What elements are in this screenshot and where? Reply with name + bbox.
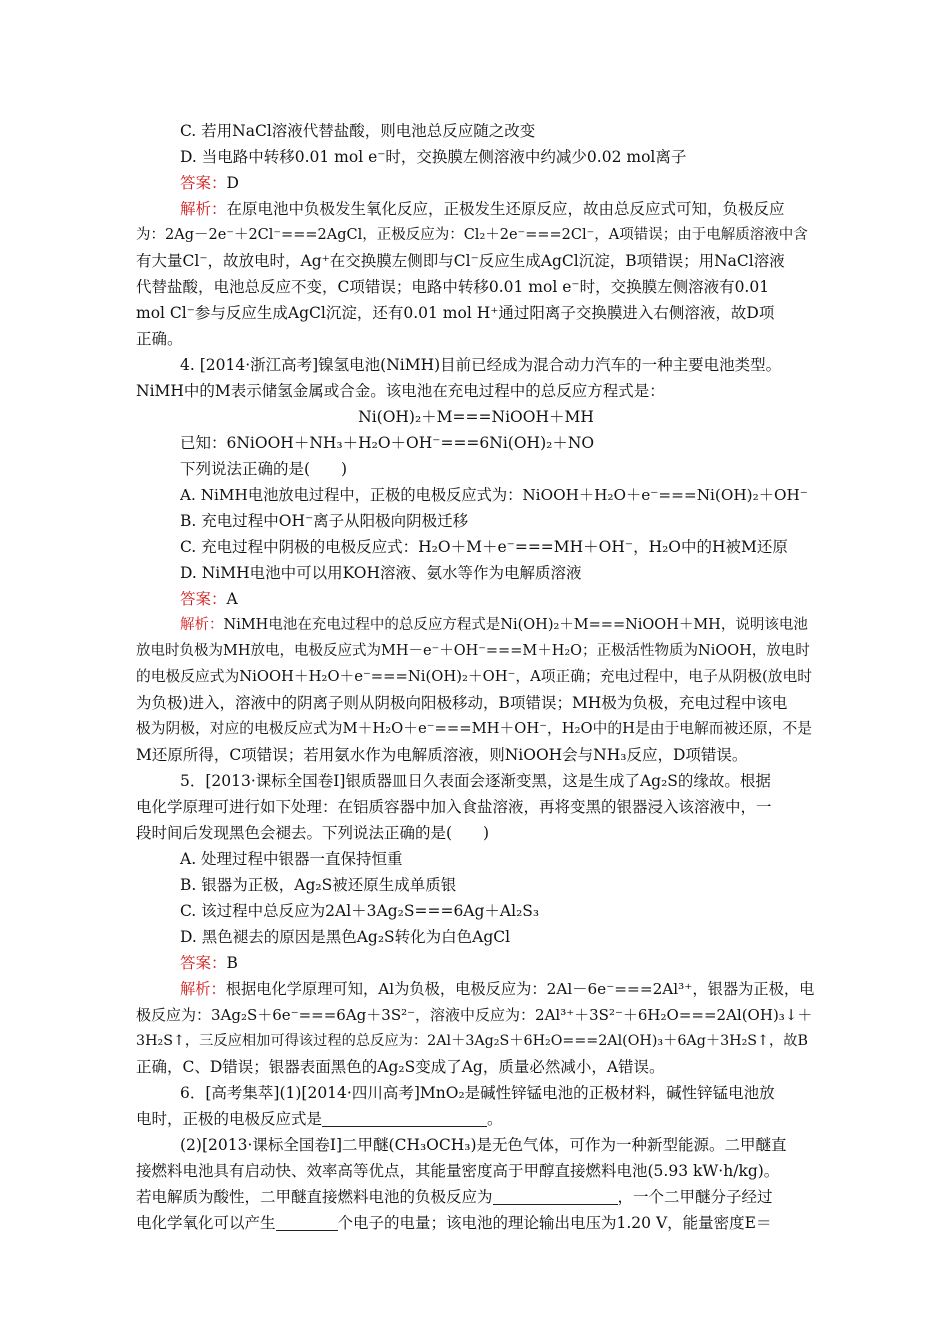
q4-question: 下列说法正确的是( ) xyxy=(180,460,348,478)
q6-part2-text-d: 个电子的电量；该电池的理论输出电压为1.20 V，能量密度E＝ xyxy=(337,1214,772,1232)
q3-analysis-line-4: 代替盐酸，电池总反应不变，C项错误；电路中转移0.01 mol e⁻时，交换膜左侧溶液有0.01 xyxy=(136,278,770,296)
q5-analysis-line-2: 极反应为：3Ag₂S＋6e⁻===6Ag＋3S²⁻，溶液中反应为：2Al³⁺＋3S²⁻＋6H₂O===2Al(OH)₃↓＋ xyxy=(136,1006,813,1024)
q5-option-c: C. 该过程中总反应为2Al＋3Ag₂S===6Ag＋Al₂S₃ xyxy=(180,902,540,920)
q5-option-a: A. 处理过程中银器一直保持恒重 xyxy=(180,850,403,868)
q5-stem-line-1: 5．[2013·课标全国卷Ⅰ]银质器皿日久表面会逐渐变黑，这是生成了Ag₂S的缘故。根据 xyxy=(180,772,771,790)
q6-part2-text-c: 电化学氧化可以产生 xyxy=(136,1214,276,1232)
analysis-label: 解析： xyxy=(180,200,227,218)
answer-value: A xyxy=(226,590,238,608)
q3-analysis-line-2: 为：2Ag－2e⁻＋2Cl⁻===2AgCl，正极反应为：Cl₂＋2e⁻===2Cl⁻，A项错误；由于电解质溶液中含 xyxy=(136,227,808,243)
q5-analysis-line-4: 正确，C、D错误；银器表面黑色的Ag₂S变成了Ag，质量必然减小，A错误。 xyxy=(136,1058,665,1076)
analysis-text: 在原电池中负极发生氧化反应，正极发生还原反应，故由总反应式可知，负极反应 xyxy=(226,200,785,218)
analysis-text: 根据电化学原理可知，Al为负极，电极反应为：2Al－6e⁻===2Al³⁺，银器为正极，电 xyxy=(225,980,815,998)
q3-analysis-line-6: 正确。 xyxy=(136,330,183,348)
q6-stem-end: 。 xyxy=(487,1110,503,1128)
q4-option-d: D. NiMH电池中可以用KOH溶液、氨水等作为电解质溶液 xyxy=(180,564,582,582)
q6-part2-line-4 xyxy=(136,1210,816,1236)
q6-part2-text-a: 若电解质为酸性，二甲醚直接燃料电池的负极反应为 xyxy=(136,1188,493,1206)
answer-label: 答案： xyxy=(180,954,227,972)
q5-stem-line-2: 电化学原理可进行如下处理：在铝质容器中加入食盐溶液，再将变黑的银器浸入该溶液中，一 xyxy=(136,798,772,816)
q4-analysis-line-2: 放电时负极为MH放电，电极反应式为MH－e⁻＋OH⁻===M＋H₂O；正极活性物质为NiOOH，放电时 xyxy=(136,643,810,659)
q3-analysis-line-5: mol Cl⁻参与反应生成AgCl沉淀，还有0.01 mol H⁺通过阳离子交换膜进入右侧溶液，故D项 xyxy=(136,304,775,322)
analysis-text: NiMH电池在充电过程中的总反应方程式是Ni(OH)₂＋M===NiOOH＋MH，说明该电池 xyxy=(223,617,808,633)
q6-part2-line-3 xyxy=(136,1184,816,1210)
answer-value: D xyxy=(226,174,239,192)
q4-known: 已知：6NiOOH＋NH₃＋H₂O＋OH⁻===6Ni(OH)₂＋NO xyxy=(180,434,595,452)
q4-option-c: C. 充电过程中阴极的电极反应式：H₂O＋M＋e⁻===MH＋OH⁻，H₂O中的H被M还原 xyxy=(180,538,788,556)
answer-label: 答案： xyxy=(180,590,227,608)
q4-analysis-line-1 xyxy=(180,612,816,638)
q5-option-d: D. 黑色褪去的原因是黑色Ag₂S转化为白色AgCl xyxy=(180,928,511,946)
q4-analysis-line-4: 为负极)进入，溶液中的阴离子则从阴极向阳极移动，B项错误；MH极为负极，充电过程中该电 xyxy=(136,694,788,712)
q5-analysis-line-3: 3H₂S↑，三反应相加可得该过程的总反应为：2Al＋3Ag₂S＋6H₂O===2Al(OH)₃＋6Ag＋3H₂S↑，故B xyxy=(136,1033,808,1049)
analysis-label: 解析： xyxy=(180,617,224,633)
q4-option-b: B. 充电过程中OH⁻离子从阳极向阴极迁移 xyxy=(180,512,469,530)
answer-value: B xyxy=(226,954,238,972)
answer-blank-3[interactable] xyxy=(276,1212,338,1231)
q4-stem-line-2: NiMH中的M表示储氢金属或合金。该电池在充电过程中的总反应方程式是： xyxy=(136,382,665,400)
q5-option-b: B. 银器为正极，Ag₂S被还原生成单质银 xyxy=(180,876,457,894)
q5-analysis-line-1 xyxy=(180,976,816,1002)
q6-part2-line-1: (2)[2013·课标全国卷Ⅰ]二甲醚(CH₃OCH₃)是无色气体，可作为一种新型能源。二甲醚直 xyxy=(180,1136,787,1154)
q4-analysis-line-6: M还原所得，C项错误；若用氨水作为电解质溶液，则NiOOH会与NH₃反应，D项错误。 xyxy=(136,746,748,764)
q6-stem-line-2 xyxy=(136,1106,816,1132)
q6-stem-line-1: 6．[高考集萃](1)[2014·四川高考]MnO₂是碱性锌锰电池的正极材料，碱性锌锰电池放 xyxy=(180,1084,775,1102)
q3-option-d: D. 当电路中转移0.01 mol e⁻时，交换膜左侧溶液中约减少0.02 mol离子 xyxy=(180,148,687,166)
answer-blank-2[interactable] xyxy=(493,1186,618,1205)
q6-part2-line-2: 接燃料电池具有启动快、效率高等优点，其能量密度高于甲醇直接燃料电池(5.93 kW·h/kg)。 xyxy=(136,1162,780,1180)
q4-answer xyxy=(180,586,816,612)
q3-analysis-line-3: 有大量Cl⁻，故放电时，Ag⁺在交换膜左侧即与Cl⁻反应生成AgCl沉淀，B项错误；用NaCl溶液 xyxy=(136,252,785,270)
q4-analysis-line-3: 的电极反应式为NiOOH＋H₂O＋e⁻===Ni(OH)₂＋OH⁻，A项正确；充电过程中，电子从阴极(放电时 xyxy=(136,668,813,685)
q5-stem-line-3: 段时间后发现黑色会褪去。下列说法正确的是( ) xyxy=(136,824,490,842)
q3-option-c: C. 若用NaCl溶液代替盐酸，则电池总反应随之改变 xyxy=(180,122,536,140)
analysis-label: 解析： xyxy=(180,980,226,998)
q3-answer xyxy=(180,170,816,196)
q4-equation: Ni(OH)₂＋M===NiOOH＋MH xyxy=(358,408,594,426)
answer-blank-1[interactable] xyxy=(322,1108,487,1127)
q4-option-a: A. NiMH电池放电过程中，正极的电极反应式为：NiOOH＋H₂O＋e⁻===Ni(OH)₂＋OH⁻ xyxy=(180,486,808,504)
answer-label: 答案： xyxy=(180,174,227,192)
q6-stem-text: 电时，正极的电极反应式是 xyxy=(136,1110,323,1128)
q4-analysis-line-5: 极为阴极，对应的电极反应式为M＋H₂O＋e⁻===MH＋OH⁻，H₂O中的H是由于电解而被还原，不是 xyxy=(136,720,813,737)
q3-analysis-line-1 xyxy=(180,196,816,222)
q5-answer xyxy=(180,950,816,976)
q4-stem-line-1: 4. [2014·浙江高考]镍氢电池(NiMH)目前已经成为混合动力汽车的一种主要电池类型。 xyxy=(180,356,782,374)
q6-part2-text-b: ，一个二甲醚分子经过 xyxy=(617,1188,773,1206)
